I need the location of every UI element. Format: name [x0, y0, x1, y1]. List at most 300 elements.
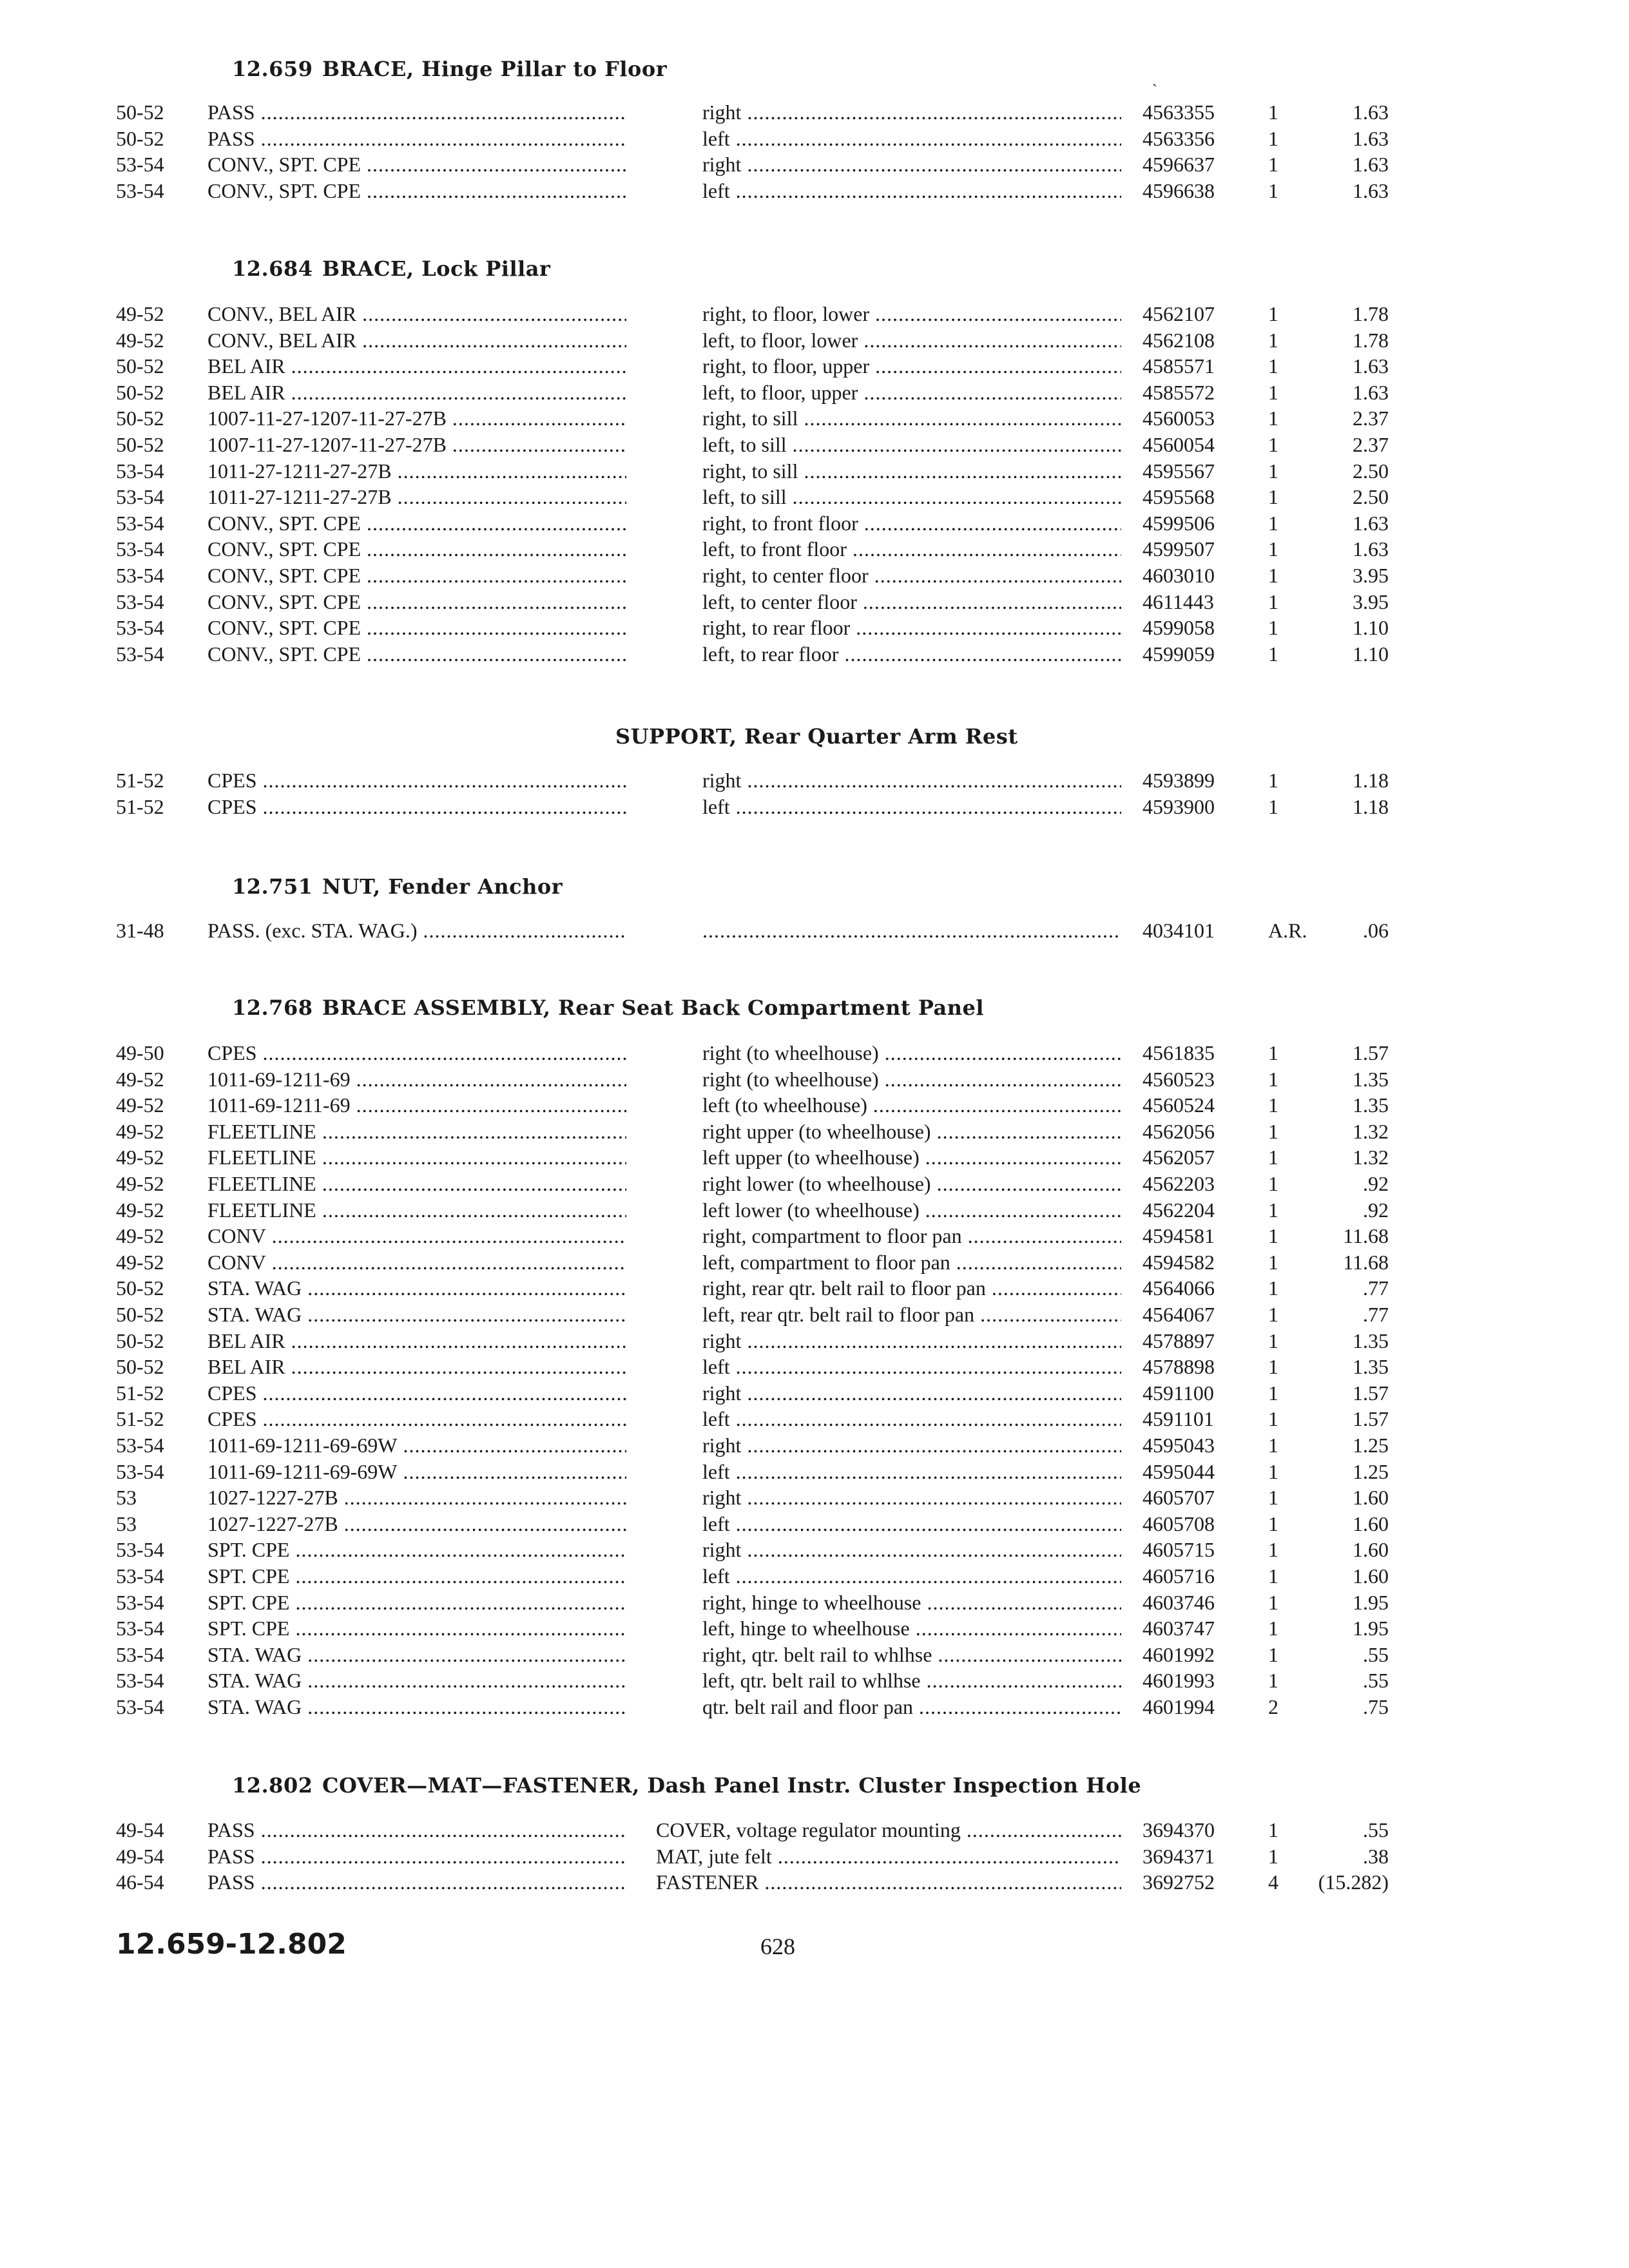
model-years: 50-52 — [116, 1276, 164, 1300]
part-number: 3692752 — [1142, 1870, 1215, 1894]
model-years: 49-52 — [116, 1067, 164, 1091]
parts-row — [0, 1432, 1629, 1459]
model-years: 50-52 — [116, 354, 164, 378]
model-application: CONV., SPT. CPE ..... — [207, 151, 626, 178]
quantity: 1 — [1268, 1818, 1278, 1841]
model-years: 53-54 — [116, 537, 164, 561]
part-number: 4601992 — [1142, 1642, 1215, 1666]
quantity: 1 — [1268, 1590, 1278, 1614]
part-description: right ..... — [702, 99, 1121, 126]
part-number: 4563356 — [1142, 126, 1215, 150]
section-heading — [232, 256, 550, 281]
parts-row — [0, 1816, 1629, 1843]
quantity: 1 — [1268, 1329, 1278, 1352]
list-price: 1.18 — [1353, 794, 1389, 818]
quantity: A.R. — [1268, 919, 1307, 942]
quantity: 1 — [1268, 1172, 1278, 1195]
part-description: right, to front floor ..... — [702, 510, 1121, 537]
model-application: 1007-11-27-1207-11-27-27B ..... — [207, 405, 626, 432]
part-number: 4578898 — [1142, 1355, 1215, 1379]
part-description: left upper (to wheelhouse) ..... — [702, 1144, 1121, 1171]
part-description: right lower (to wheelhouse) ..... — [702, 1170, 1121, 1197]
part-number: 4594582 — [1142, 1250, 1215, 1274]
list-price: 1.63 — [1353, 126, 1389, 150]
part-number: 4595044 — [1142, 1459, 1215, 1483]
part-number: 4599506 — [1142, 511, 1215, 535]
model-application: PASS ..... — [207, 99, 626, 126]
model-application: 1011-27-1211-27-27B ..... — [207, 457, 626, 485]
model-application: FLEETLINE ..... — [207, 1170, 626, 1197]
model-years: 53-54 — [116, 1590, 164, 1614]
model-application: CPES ..... — [207, 767, 626, 794]
model-application: 1011-69-1211-69 ..... — [207, 1091, 626, 1119]
list-price: 1.60 — [1353, 1538, 1389, 1562]
quantity: 1 — [1268, 354, 1278, 378]
section-number: 12.751 — [232, 874, 313, 899]
part-description: left, to sill ..... — [702, 431, 1121, 458]
section-title: SUPPORT, Rear Quarter Arm Rest — [615, 724, 1018, 749]
parts-row — [0, 177, 1629, 204]
list-price: 2.37 — [1353, 407, 1389, 430]
model-years: 50-52 — [116, 101, 164, 124]
quantity: 1 — [1268, 101, 1278, 124]
part-number: 4034101 — [1142, 919, 1215, 942]
part-description: left ..... — [702, 1353, 1121, 1380]
list-price: 1.60 — [1353, 1564, 1389, 1588]
model-application: FLEETLINE ..... — [207, 1144, 626, 1171]
parts-row — [0, 1484, 1629, 1511]
list-price: 1.35 — [1353, 1093, 1389, 1117]
parts-row — [0, 1249, 1629, 1276]
list-price: .06 — [1363, 919, 1389, 942]
parts-row — [0, 1458, 1629, 1485]
part-description: FASTENER ..... — [656, 1869, 1121, 1896]
part-description: right (to wheelhouse) ..... — [702, 1039, 1121, 1066]
part-description: right, compartment to floor pan ..... — [702, 1222, 1121, 1249]
model-years: 53-54 — [116, 1617, 164, 1640]
model-years: 53-54 — [116, 1434, 164, 1457]
list-price: 11.68 — [1343, 1250, 1389, 1274]
list-price: 3.95 — [1353, 590, 1389, 613]
section-number: 12.768 — [232, 995, 313, 1020]
list-price: .92 — [1363, 1198, 1389, 1222]
model-years: 49-54 — [116, 1818, 164, 1841]
model-application: 1011-69-1211-69-69W ..... — [207, 1458, 626, 1485]
model-years: 49-52 — [116, 1250, 164, 1274]
model-years: 50-52 — [116, 380, 164, 404]
list-price: 1.35 — [1353, 1355, 1389, 1379]
part-number: 3694370 — [1142, 1818, 1215, 1841]
model-years: 31-48 — [116, 919, 164, 942]
list-price: 1.57 — [1353, 1381, 1389, 1405]
list-price: 1.25 — [1353, 1434, 1389, 1457]
part-number: 4593900 — [1142, 794, 1215, 818]
quantity: 1 — [1268, 485, 1278, 509]
parts-row — [0, 1118, 1629, 1145]
quantity: 1 — [1268, 1198, 1278, 1222]
parts-row — [0, 1327, 1629, 1354]
parts-row — [0, 151, 1629, 178]
list-price: 2.37 — [1353, 433, 1389, 456]
parts-row — [0, 483, 1629, 510]
list-price: .92 — [1363, 1172, 1389, 1195]
model-years: 49-52 — [116, 1119, 164, 1143]
part-number: 4601993 — [1142, 1669, 1215, 1693]
part-description: right, to sill ..... — [702, 405, 1121, 432]
list-price: 1.63 — [1353, 537, 1389, 561]
section-title: COVER—MAT—FASTENER, Dash Panel Instr. Cluster Inspection Hole — [322, 1773, 1142, 1798]
section-heading — [232, 874, 563, 899]
parts-row — [0, 300, 1629, 327]
quantity: 1 — [1268, 178, 1278, 202]
part-number: 3694371 — [1142, 1844, 1215, 1868]
model-application: PASS ..... — [207, 1843, 626, 1870]
part-description: left, to floor, upper ..... — [702, 379, 1121, 406]
part-description: left (to wheelhouse) ..... — [702, 1091, 1121, 1119]
parts-row — [0, 1536, 1629, 1563]
part-number: 4603010 — [1142, 564, 1215, 587]
quantity: 1 — [1268, 1459, 1278, 1483]
parts-row — [0, 614, 1629, 641]
model-application: CONV., BEL AIR ..... — [207, 327, 626, 354]
part-number: 4603747 — [1142, 1617, 1215, 1640]
list-price: 1.25 — [1353, 1459, 1389, 1483]
quantity: 1 — [1268, 1276, 1278, 1300]
parts-row — [0, 510, 1629, 537]
section-heading — [615, 724, 1018, 749]
list-price: 1.63 — [1353, 354, 1389, 378]
section-title: BRACE, Lock Pillar — [322, 256, 551, 281]
model-years: 50-52 — [116, 1303, 164, 1326]
part-description: left, to front floor ..... — [702, 535, 1121, 562]
quantity: 1 — [1268, 407, 1278, 430]
part-description: left, hinge to wheelhouse ..... — [702, 1615, 1121, 1642]
model-years: 53-54 — [116, 511, 164, 535]
part-description: right ..... — [702, 1432, 1121, 1459]
part-number: 4562108 — [1142, 328, 1215, 352]
quantity: 1 — [1268, 1355, 1278, 1379]
part-number: 4595568 — [1142, 485, 1215, 509]
part-number: 4605707 — [1142, 1486, 1215, 1510]
quantity: 1 — [1268, 459, 1278, 483]
model-years: 53-54 — [116, 1669, 164, 1693]
list-price: 11.68 — [1343, 1224, 1389, 1248]
part-description: right ..... — [702, 767, 1121, 794]
quantity: 1 — [1268, 1512, 1278, 1535]
model-years: 53-54 — [116, 590, 164, 613]
model-application: BEL AIR ..... — [207, 1353, 626, 1380]
model-years: 49-52 — [116, 1224, 164, 1248]
quantity: 1 — [1268, 1381, 1278, 1405]
quantity: 1 — [1268, 1224, 1278, 1248]
part-description: right, to center floor ..... — [702, 562, 1121, 589]
model-application: STA. WAG ..... — [207, 1641, 626, 1668]
part-description: right, to sill ..... — [702, 457, 1121, 485]
list-price: .75 — [1363, 1695, 1389, 1718]
model-years: 53-54 — [116, 642, 164, 666]
section-number: 12.659 — [232, 57, 313, 81]
part-number: 4591101 — [1142, 1407, 1214, 1431]
part-description: left, to center floor ..... — [702, 588, 1121, 615]
model-application: CONV., SPT. CPE ..... — [207, 177, 626, 204]
part-number: 4562204 — [1142, 1198, 1215, 1222]
list-price: .38 — [1363, 1844, 1389, 1868]
part-number: 4560523 — [1142, 1067, 1215, 1091]
parts-row — [0, 99, 1629, 126]
part-number: 4605708 — [1142, 1512, 1215, 1535]
list-price: 1.35 — [1353, 1067, 1389, 1091]
quantity: 1 — [1268, 1538, 1278, 1562]
model-years: 50-52 — [116, 433, 164, 456]
part-number: 4596638 — [1142, 178, 1215, 202]
quantity: 1 — [1268, 616, 1278, 640]
model-years: 50-52 — [116, 1329, 164, 1352]
parts-row — [0, 1869, 1629, 1896]
quantity: 1 — [1268, 328, 1278, 352]
section-heading — [232, 57, 667, 81]
section-title: BRACE, Hinge Pillar to Floor — [322, 57, 668, 81]
part-description: right ..... — [702, 1327, 1121, 1354]
part-description — [702, 917, 1121, 944]
part-description: right, to floor, lower ..... — [702, 300, 1121, 327]
quantity: 1 — [1268, 1067, 1278, 1091]
list-price: 1.95 — [1353, 1617, 1389, 1640]
parts-row — [0, 457, 1629, 485]
quantity: 1 — [1268, 1844, 1278, 1868]
part-number: 4562056 — [1142, 1119, 1215, 1143]
model-years: 53 — [116, 1512, 137, 1535]
part-number: 4564066 — [1142, 1276, 1215, 1300]
quantity: 1 — [1268, 1093, 1278, 1117]
model-application: CONV., BEL AIR ..... — [207, 300, 626, 327]
parts-row — [0, 1353, 1629, 1380]
part-number: 4562203 — [1142, 1172, 1215, 1195]
part-number: 4611443 — [1142, 590, 1214, 613]
model-application: CONV ..... — [207, 1249, 626, 1276]
part-description: MAT, jute felt ..... — [656, 1843, 1121, 1870]
model-application: CONV., SPT. CPE ..... — [207, 510, 626, 537]
model-years: 53-54 — [116, 616, 164, 640]
model-application: SPT. CPE ..... — [207, 1536, 626, 1563]
quantity: 1 — [1268, 302, 1278, 325]
model-years: 50-52 — [116, 407, 164, 430]
model-years: 53 — [116, 1486, 137, 1510]
model-application: FLEETLINE ..... — [207, 1196, 626, 1224]
part-description: left, to rear floor ..... — [702, 640, 1121, 668]
model-application: CONV., SPT. CPE ..... — [207, 535, 626, 562]
parts-row — [0, 535, 1629, 562]
part-description: left lower (to wheelhouse) ..... — [702, 1196, 1121, 1224]
model-application: 1011-27-1211-27-27B ..... — [207, 483, 626, 510]
part-description: right, to rear floor ..... — [702, 614, 1121, 641]
model-years: 50-52 — [116, 1355, 164, 1379]
model-application: CPES ..... — [207, 1405, 626, 1432]
quantity: 4 — [1268, 1870, 1278, 1894]
model-application: SPT. CPE ..... — [207, 1589, 626, 1616]
part-description: left, to floor, lower ..... — [702, 327, 1121, 354]
parts-row — [0, 352, 1629, 380]
model-application: 1027-1227-27B ..... — [207, 1510, 626, 1537]
list-price: 1.60 — [1353, 1486, 1389, 1510]
section-number: 12.802 — [232, 1773, 313, 1798]
parts-row — [0, 327, 1629, 354]
quantity: 2 — [1268, 1695, 1278, 1718]
model-application: CONV., SPT. CPE ..... — [207, 614, 626, 641]
list-price: 1.57 — [1353, 1407, 1389, 1431]
model-years: 49-52 — [116, 328, 164, 352]
part-number: 4578897 — [1142, 1329, 1215, 1352]
parts-row — [0, 588, 1629, 615]
list-price: 1.63 — [1353, 101, 1389, 124]
part-description: left, to sill ..... — [702, 483, 1121, 510]
part-description: right, qtr. belt rail to whlhse ..... — [702, 1641, 1121, 1668]
model-application: CONV., SPT. CPE ..... — [207, 588, 626, 615]
model-years: 53-54 — [116, 1642, 164, 1666]
parts-row — [0, 1222, 1629, 1249]
list-price: 1.18 — [1353, 769, 1389, 792]
quantity: 1 — [1268, 1642, 1278, 1666]
part-number: 4605716 — [1142, 1564, 1215, 1588]
model-years: 53-54 — [116, 459, 164, 483]
model-years: 53-54 — [116, 153, 164, 177]
parts-row — [0, 1510, 1629, 1537]
list-price: 1.32 — [1353, 1146, 1389, 1169]
parts-row — [0, 1196, 1629, 1224]
list-price: 1.95 — [1353, 1590, 1389, 1614]
parts-row — [0, 767, 1629, 794]
quantity: 1 — [1268, 1303, 1278, 1326]
model-application: CPES ..... — [207, 1379, 626, 1407]
parts-row — [0, 917, 1629, 944]
model-years: 53-54 — [116, 564, 164, 587]
parts-row — [0, 1144, 1629, 1171]
list-price: 2.50 — [1353, 459, 1389, 483]
list-price: 2.50 — [1353, 485, 1389, 509]
model-years: 49-54 — [116, 1844, 164, 1868]
list-price: 1.32 — [1353, 1119, 1389, 1143]
parts-row — [0, 1641, 1629, 1668]
part-description: left ..... — [702, 125, 1121, 152]
parts-row — [0, 562, 1629, 589]
quantity: 1 — [1268, 1250, 1278, 1274]
model-years: 53-54 — [116, 485, 164, 509]
parts-row — [0, 1667, 1629, 1694]
quantity: 1 — [1268, 126, 1278, 150]
part-number: 4601994 — [1142, 1695, 1215, 1718]
model-years: 53-54 — [116, 1564, 164, 1588]
model-years: 51-52 — [116, 1407, 164, 1431]
list-price: (15.282) — [1318, 1870, 1389, 1894]
part-description: qtr. belt rail and floor pan ..... — [702, 1693, 1121, 1720]
quantity: 1 — [1268, 1041, 1278, 1064]
model-application: PASS ..... — [207, 125, 626, 152]
part-number: 4591100 — [1142, 1381, 1214, 1405]
part-number: 4599059 — [1142, 642, 1215, 666]
part-number: 4599507 — [1142, 537, 1215, 561]
part-number: 4562057 — [1142, 1146, 1215, 1169]
part-description: left, compartment to floor pan ..... — [702, 1249, 1121, 1276]
model-application: BEL AIR ..... — [207, 352, 626, 380]
model-years: 50-52 — [116, 126, 164, 150]
quantity: 1 — [1268, 564, 1278, 587]
quantity: 1 — [1268, 1434, 1278, 1457]
model-application: STA. WAG ..... — [207, 1301, 626, 1328]
model-application: BEL AIR ..... — [207, 379, 626, 406]
part-number: 4593899 — [1142, 769, 1215, 792]
section-heading — [232, 1773, 1141, 1798]
page-number: 628 — [760, 1934, 795, 1959]
list-price: 1.60 — [1353, 1512, 1389, 1535]
model-years: 53-54 — [116, 178, 164, 202]
part-description: COVER, voltage regulator mounting ..... — [656, 1816, 1121, 1843]
list-price: 1.35 — [1353, 1329, 1389, 1352]
part-number: 4595567 — [1142, 459, 1215, 483]
model-years: 53-54 — [116, 1459, 164, 1483]
list-price: .55 — [1363, 1669, 1389, 1693]
parts-row — [0, 405, 1629, 432]
parts-row — [0, 793, 1629, 820]
part-description: left ..... — [702, 177, 1121, 204]
part-description: right ..... — [702, 1536, 1121, 1563]
part-number: 4560524 — [1142, 1093, 1215, 1117]
quantity: 1 — [1268, 1407, 1278, 1431]
list-price: 3.95 — [1353, 564, 1389, 587]
model-application: BEL AIR ..... — [207, 1327, 626, 1354]
model-years: 49-52 — [116, 1198, 164, 1222]
list-price: 1.63 — [1353, 178, 1389, 202]
section-number: 12.684 — [232, 256, 313, 281]
model-application: 1011-69-1211-69-69W ..... — [207, 1432, 626, 1459]
model-application: PASS ..... — [207, 1816, 626, 1843]
part-number: 4603746 — [1142, 1590, 1215, 1614]
parts-row — [0, 431, 1629, 458]
part-description: left ..... — [702, 793, 1121, 820]
model-application: SPT. CPE ..... — [207, 1615, 626, 1642]
model-application: FLEETLINE ..... — [207, 1118, 626, 1145]
model-application: SPT. CPE ..... — [207, 1562, 626, 1590]
list-price: 1.63 — [1353, 511, 1389, 535]
list-price: 1.63 — [1353, 153, 1389, 177]
model-application: 1011-69-1211-69 ..... — [207, 1066, 626, 1093]
model-years: 46-54 — [116, 1870, 164, 1894]
parts-row — [0, 1379, 1629, 1407]
parts-row — [0, 1170, 1629, 1197]
list-price: .77 — [1363, 1303, 1389, 1326]
parts-row — [0, 1405, 1629, 1432]
model-years: 53-54 — [116, 1695, 164, 1718]
quantity: 1 — [1268, 537, 1278, 561]
model-years: 51-52 — [116, 1381, 164, 1405]
model-application: CONV., SPT. CPE ..... — [207, 640, 626, 668]
model-application: STA. WAG ..... — [207, 1693, 626, 1720]
model-years: 51-52 — [116, 769, 164, 792]
model-years: 49-52 — [116, 302, 164, 325]
parts-row — [0, 1843, 1629, 1870]
part-number: 4596637 — [1142, 153, 1215, 177]
section-title: BRACE ASSEMBLY, Rear Seat Back Compartment Panel — [322, 995, 985, 1020]
model-application: STA. WAG ..... — [207, 1274, 626, 1302]
part-number: 4562107 — [1142, 302, 1215, 325]
list-price: 1.10 — [1353, 616, 1389, 640]
list-price: .55 — [1363, 1818, 1389, 1841]
model-application: 1027-1227-27B ..... — [207, 1484, 626, 1511]
part-description: right ..... — [702, 1379, 1121, 1407]
part-number: 4594581 — [1142, 1224, 1215, 1248]
part-description: right, hinge to wheelhouse ..... — [702, 1589, 1121, 1616]
part-number: 4595043 — [1142, 1434, 1215, 1457]
quantity: 1 — [1268, 380, 1278, 404]
model-years: 49-50 — [116, 1041, 164, 1064]
